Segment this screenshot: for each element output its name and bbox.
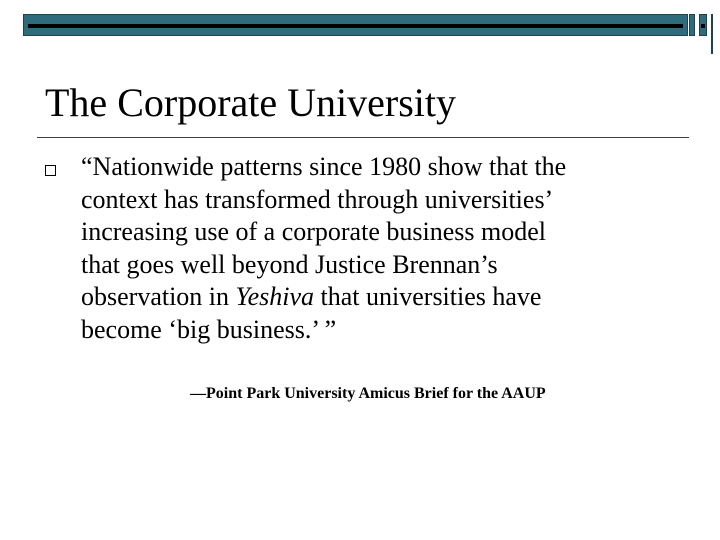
quote-line xyxy=(81,281,696,314)
quote-text: that universities have xyxy=(314,282,542,312)
quote-paragraph xyxy=(81,151,696,347)
top-decorative-band xyxy=(23,14,709,36)
quote-line: increasing use of a corporate business model xyxy=(81,217,546,247)
band-end-block-marker xyxy=(699,14,707,36)
quote-line: “Nationwide patterns since 1980 show that the xyxy=(81,152,567,181)
quote-line: context has transformed through universities’ xyxy=(81,184,554,214)
band-end-block xyxy=(689,14,695,36)
band-inner-line xyxy=(28,24,683,28)
case-name: Yeshiva xyxy=(235,282,315,312)
band-teal-bar xyxy=(23,14,688,36)
title-divider xyxy=(37,137,689,138)
band-right-line xyxy=(711,14,713,54)
quote-text: observation in xyxy=(81,282,236,312)
slide-title: The Corporate University xyxy=(45,80,456,125)
quote-attribution: —Point Park University Amicus Brief for the AAUP xyxy=(190,385,546,402)
quote-line: that goes well beyond Justice Brennan’s xyxy=(81,249,498,279)
hollow-square-bullet-icon xyxy=(45,165,56,176)
quote-line: become ‘big business.’ ” xyxy=(81,314,337,344)
